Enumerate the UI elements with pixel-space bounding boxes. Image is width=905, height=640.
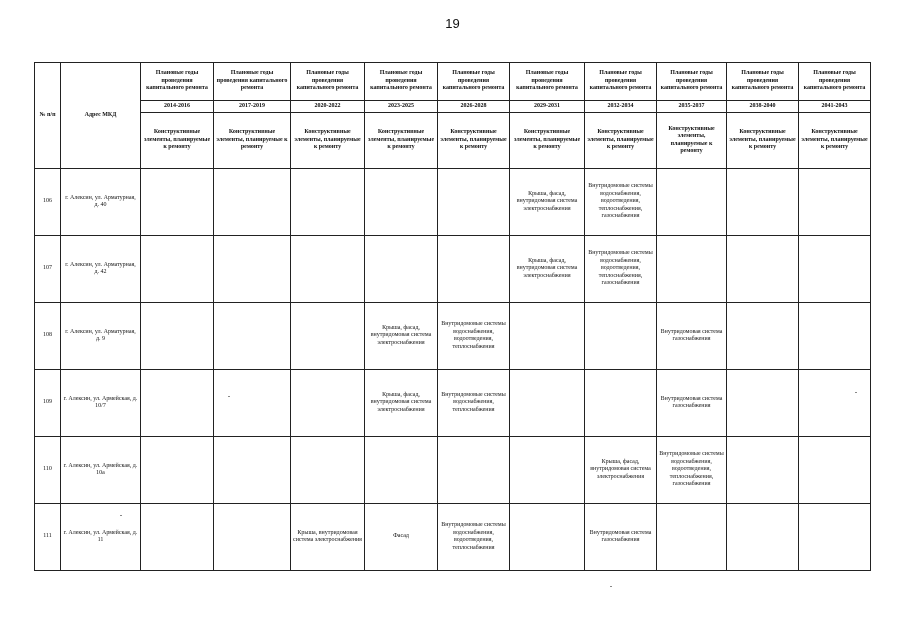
work-cell: Крыша, фасад, внутридомовая система электроснабжения bbox=[365, 370, 438, 437]
row-number: 107 bbox=[35, 236, 61, 303]
work-cell bbox=[214, 437, 291, 504]
work-cell bbox=[291, 303, 365, 370]
table-row bbox=[35, 370, 871, 437]
work-cell bbox=[291, 169, 365, 236]
scan-speck bbox=[855, 392, 857, 393]
elements-header: Конструктивные элементы, планируемые к ремонту bbox=[438, 113, 510, 169]
plan-years-header: Плановые годы проведения капитального ремонта bbox=[438, 63, 510, 101]
work-cell: Крыша, фасад, внутридомовая система электроснабжения bbox=[510, 169, 585, 236]
work-cell bbox=[727, 504, 799, 571]
work-cell bbox=[799, 236, 871, 303]
period-header: 2035-2037 bbox=[657, 101, 727, 113]
address-column-header: Адрес МКД bbox=[61, 63, 141, 169]
work-cell bbox=[510, 437, 585, 504]
plan-years-header: Плановые годы проведения капитального ремонта bbox=[365, 63, 438, 101]
work-cell: Внутридомовые системы водоснабжения, водоотведения, теплоснабжения bbox=[438, 303, 510, 370]
work-cell bbox=[141, 169, 214, 236]
work-cell: Внутридомовые системы водоснабжения, водоотведения, теплоснабжения, газоснабжения bbox=[585, 236, 657, 303]
elements-header: Конструктивные элементы, планируемые к ремонту bbox=[657, 113, 727, 169]
work-cell bbox=[291, 437, 365, 504]
work-cell bbox=[799, 303, 871, 370]
table-row bbox=[35, 437, 871, 504]
period-header: 2014-2016 bbox=[141, 101, 214, 113]
work-cell: Внутридомовая система газоснабжения bbox=[657, 303, 727, 370]
row-address: г. Алексин, ул. Армейская, д. 10/7 bbox=[61, 370, 141, 437]
row-number: 109 bbox=[35, 370, 61, 437]
work-cell bbox=[657, 504, 727, 571]
work-cell bbox=[510, 370, 585, 437]
scan-speck bbox=[610, 586, 612, 587]
num-column-header: № п/п bbox=[35, 63, 61, 169]
work-cell bbox=[438, 437, 510, 504]
work-cell: Крыша, фасад, внутридомовая система электроснабжения bbox=[365, 303, 438, 370]
work-cell bbox=[799, 504, 871, 571]
plan-years-header: Плановые годы проведения капитального ремонта bbox=[510, 63, 585, 101]
work-cell bbox=[799, 370, 871, 437]
plan-years-header: Плановые годы проведения капитального ремонта bbox=[727, 63, 799, 101]
plan-years-header: Плановые годы проведения капитального ремонта bbox=[657, 63, 727, 101]
row-number: 110 bbox=[35, 437, 61, 504]
elements-header: Конструктивные элементы, планируемые к ремонту bbox=[799, 113, 871, 169]
work-cell: Внутридомовые системы водоснабжения, водоотведения, теплоснабжения, газоснабжения bbox=[657, 437, 727, 504]
work-cell: Внутридомовая система газоснабжения bbox=[657, 370, 727, 437]
work-cell bbox=[141, 303, 214, 370]
row-address: г. Алексин, ул. Армейская, д. 10а bbox=[61, 437, 141, 504]
work-cell bbox=[799, 169, 871, 236]
work-cell bbox=[291, 236, 365, 303]
elements-header: Конструктивные элементы, планируемые к ремонту bbox=[727, 113, 799, 169]
work-cell bbox=[727, 236, 799, 303]
work-cell bbox=[214, 370, 291, 437]
table-row bbox=[35, 504, 871, 571]
plan-years-header: Плановые годы проведения капитального ремонта bbox=[141, 63, 214, 101]
work-cell bbox=[365, 169, 438, 236]
scan-speck bbox=[120, 515, 122, 516]
plan-years-header: Плановые годы проведения капитального ремонта bbox=[585, 63, 657, 101]
work-cell bbox=[214, 236, 291, 303]
work-cell bbox=[141, 236, 214, 303]
row-address: г. Алексин, ул. Арматурная, д. 40 bbox=[61, 169, 141, 236]
header-row-elements bbox=[35, 113, 871, 169]
work-cell bbox=[510, 504, 585, 571]
work-cell bbox=[510, 303, 585, 370]
elements-header: Конструктивные элементы, планируемые к ремонту bbox=[141, 113, 214, 169]
table-row bbox=[35, 236, 871, 303]
work-cell: Крыша, фасад, внутридомовая система электроснабжения bbox=[510, 236, 585, 303]
work-cell: Внутридомовая система газоснабжения bbox=[585, 504, 657, 571]
work-cell bbox=[365, 437, 438, 504]
period-header: 2023-2025 bbox=[365, 101, 438, 113]
work-cell bbox=[141, 504, 214, 571]
elements-header: Конструктивные элементы, планируемые к ремонту bbox=[510, 113, 585, 169]
work-cell: Внутридомовые системы водоснабжения, теплоснабжения bbox=[438, 370, 510, 437]
work-cell: Крыша, фасад, внутридомовая система электроснабжения bbox=[585, 437, 657, 504]
elements-header: Конструктивные элементы, планируемые к ремонту bbox=[291, 113, 365, 169]
table-row bbox=[35, 303, 871, 370]
scan-speck bbox=[228, 396, 230, 397]
work-cell bbox=[438, 236, 510, 303]
elements-header: Конструктивные элементы, планируемые к ремонту bbox=[214, 113, 291, 169]
work-cell: Крыша, внутридомовая система электроснабжения bbox=[291, 504, 365, 571]
work-cell bbox=[291, 370, 365, 437]
elements-header: Конструктивные элементы, планируемые к ремонту bbox=[585, 113, 657, 169]
period-header: 2032-2034 bbox=[585, 101, 657, 113]
work-cell: Внутридомовые системы водоснабжения, водоотведения, теплоснабжения bbox=[438, 504, 510, 571]
work-cell bbox=[214, 169, 291, 236]
period-header: 2029-2031 bbox=[510, 101, 585, 113]
row-address: г. Алексин, ул. Арматурная, д. 9 bbox=[61, 303, 141, 370]
header-row-periods bbox=[35, 101, 871, 113]
plan-years-header: Плановые годы проведения капитального ремонта bbox=[799, 63, 871, 101]
work-cell bbox=[727, 303, 799, 370]
work-cell bbox=[657, 169, 727, 236]
row-address: г. Алексин, ул. Армейская, д. 11 bbox=[61, 504, 141, 571]
work-cell bbox=[585, 303, 657, 370]
period-header: 2041-2043 bbox=[799, 101, 871, 113]
period-header: 2017-2019 bbox=[214, 101, 291, 113]
period-header: 2026-2028 bbox=[438, 101, 510, 113]
plan-years-header: Плановые годы проведения капитального ремонта bbox=[291, 63, 365, 101]
capital-repair-plan-table bbox=[34, 62, 871, 571]
plan-years-header: Плановые годы проведения капитального ремонта bbox=[214, 63, 291, 101]
period-header: 2020-2022 bbox=[291, 101, 365, 113]
work-cell bbox=[214, 504, 291, 571]
work-cell bbox=[438, 169, 510, 236]
work-cell bbox=[657, 236, 727, 303]
work-cell bbox=[214, 303, 291, 370]
work-cell bbox=[141, 437, 214, 504]
period-header: 2038-2040 bbox=[727, 101, 799, 113]
row-number: 106 bbox=[35, 169, 61, 236]
work-cell bbox=[365, 236, 438, 303]
work-cell: Фасад bbox=[365, 504, 438, 571]
elements-header: Конструктивные элементы, планируемые к ремонту bbox=[365, 113, 438, 169]
row-address: г. Алексин, ул. Арматурная, д. 42 bbox=[61, 236, 141, 303]
work-cell bbox=[727, 437, 799, 504]
header-row-plan-years bbox=[35, 63, 871, 101]
work-cell bbox=[727, 370, 799, 437]
page-number: 19 bbox=[445, 16, 460, 31]
row-number: 108 bbox=[35, 303, 61, 370]
work-cell bbox=[799, 437, 871, 504]
work-cell bbox=[727, 169, 799, 236]
work-cell bbox=[585, 370, 657, 437]
row-number: 111 bbox=[35, 504, 61, 571]
table-row bbox=[35, 169, 871, 236]
work-cell bbox=[141, 370, 214, 437]
work-cell: Внутридомовые системы водоснабжения, водоотведения, теплоснабжения, газоснабжения bbox=[585, 169, 657, 236]
